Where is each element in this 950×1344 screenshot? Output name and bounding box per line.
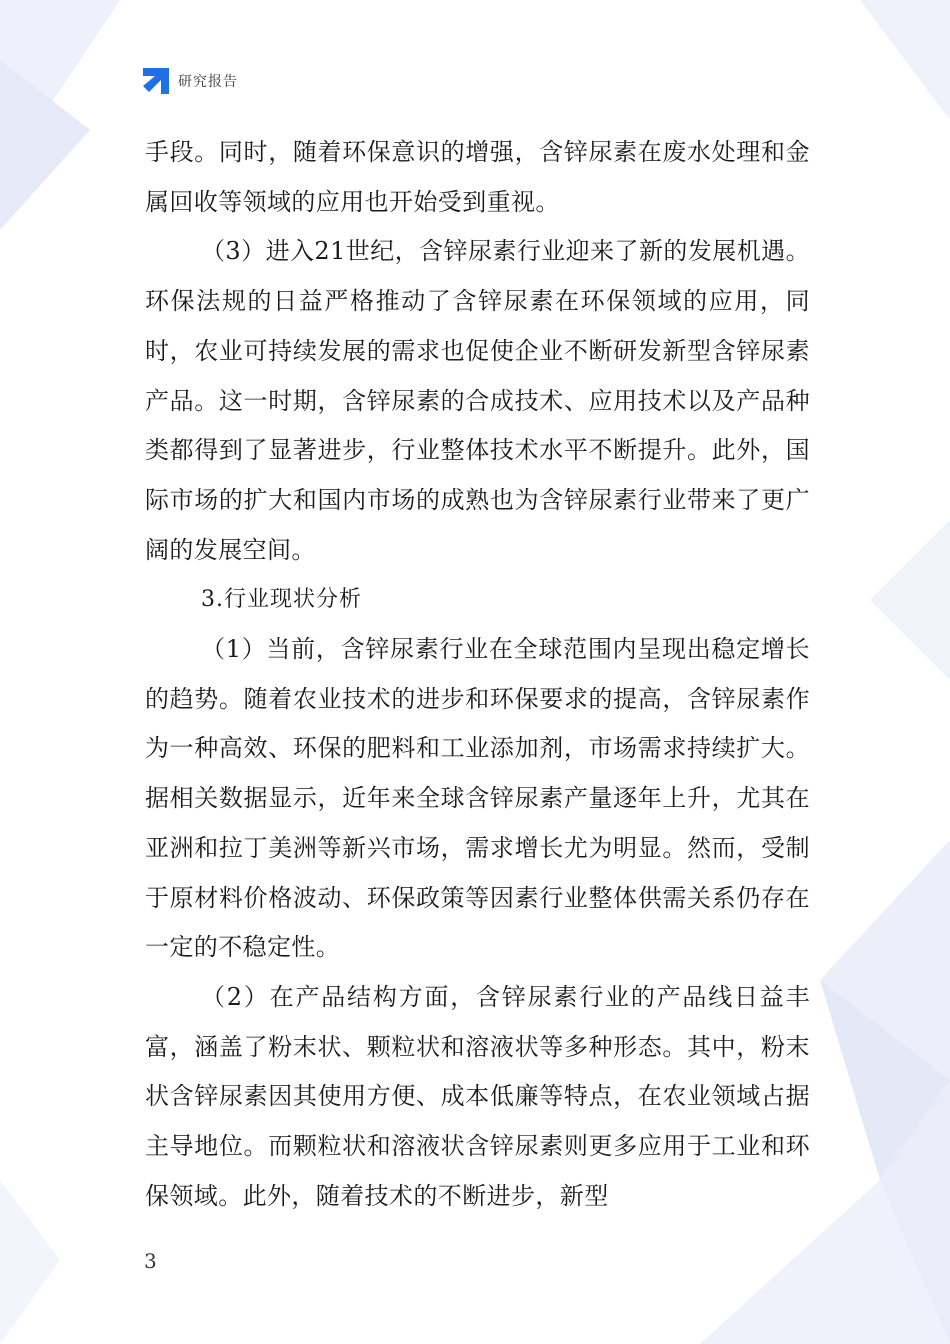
section-heading: 3.行业现状分析: [201, 587, 362, 613]
paragraph-status-2: （2）在产品结构方面，含锌尿素行业的产品线日益丰富，涵盖了粉末状、颗粒状和溶液状等多种形态。其中，粉末状含锌尿素因其使用方便、成本低廉等特点，在农业领域占据主导地位。而颗粒状和溶液状含锌尿素则更多应用于工业和环保领域。此外，随着技术的不断进步，新型: [145, 982, 810, 1210]
paragraph-status-1: （1）当前，含锌尿素行业在全球范围内呈现出稳定增长的趋势。随着农业技术的进步和环保要求的提高，含锌尿素作为一种高效、环保的肥料和工业添加剂，市场需求持续扩大。据相关数据显示，近年来全球含锌尿素产量逐年上升，尤其在亚洲和拉丁美洲等新兴市场，需求增长尤为明显。然而，受制于原材料价格波动、环保政策等因素行业整体供需关系仍存在一定的不稳定性。: [145, 635, 810, 962]
header-title: 研究报告: [178, 74, 238, 90]
document-body: [145, 128, 810, 1221]
paragraph-3: （3）进入21世纪，含锌尿素行业迎来了新的发展机遇。环保法规的日益严格推动了含锌尿素在环保领域的应用，同时，农业可持续发展的需求也促使企业不断研发新型含锌尿素产品。这一时期，含锌尿素的合成技术、应用技术以及产品种类都得到了显著进步，行业整体技术水平不断提升。此外，国际市场的扩大和国内市场的成熟也为含锌尿素行业带来了更广阔的发展空间。: [145, 237, 810, 564]
paragraph-continued: 手段。同时，随着环保意识的增强，含锌尿素在废水处理和金属回收等领域的应用也开始受到重视。: [145, 138, 810, 216]
page-number: 3: [144, 1249, 157, 1273]
report-header: [143, 68, 238, 94]
arrow-logo-icon: [143, 68, 169, 94]
